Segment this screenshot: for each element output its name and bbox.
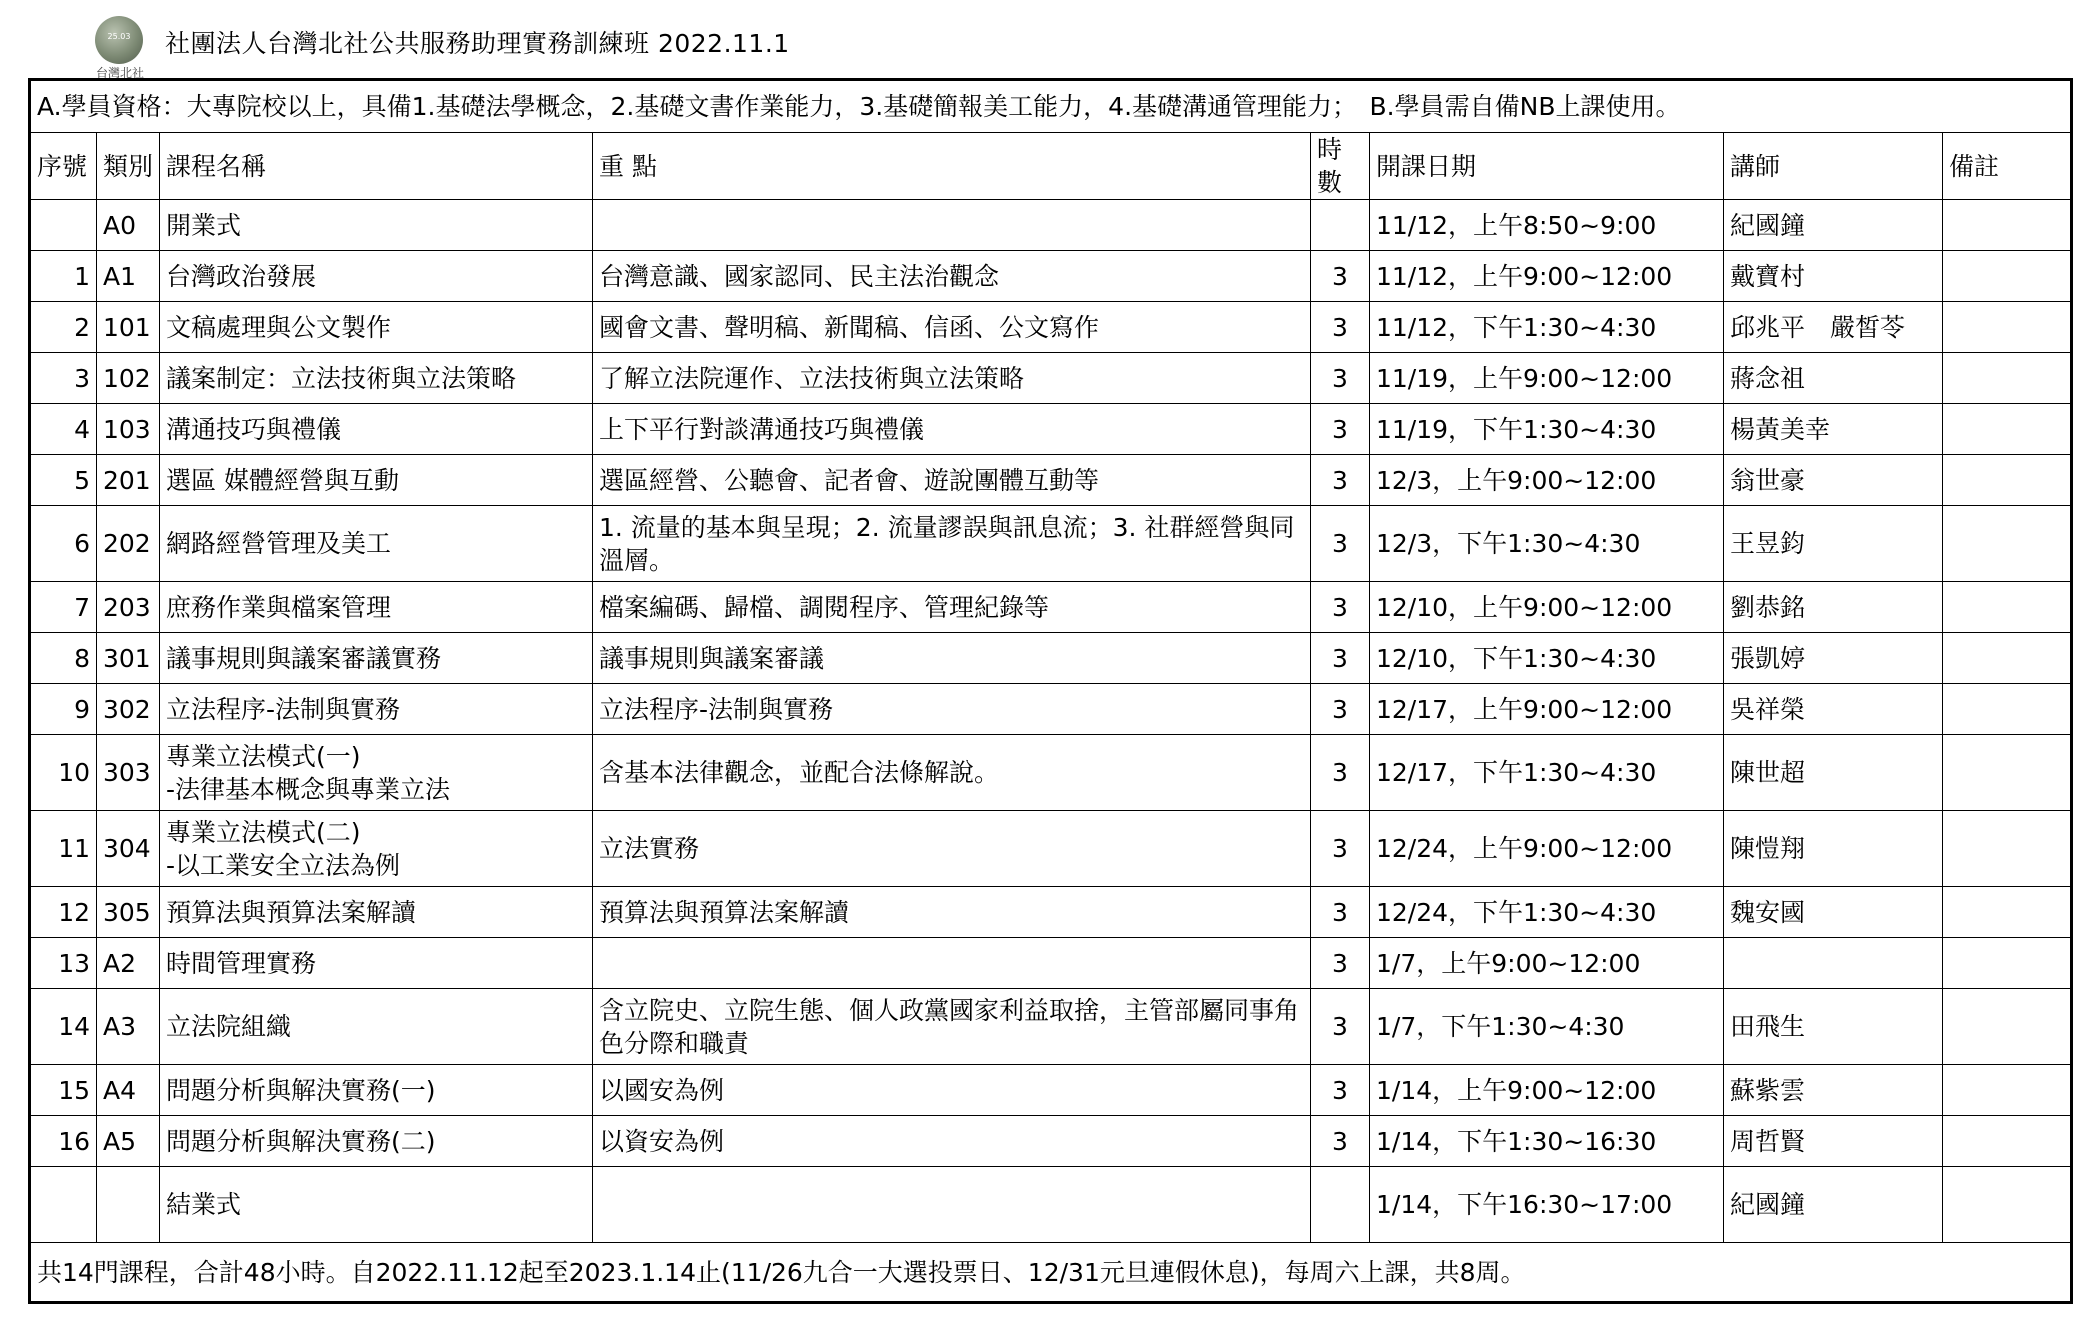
table-row bbox=[30, 251, 2072, 302]
cell-focus bbox=[593, 938, 1311, 989]
cell-focus: 檔案編碼、歸檔、調閱程序、管理紀錄等 bbox=[593, 582, 1311, 633]
cell-course bbox=[160, 811, 593, 887]
cell-date: 12/3，上午9:00~12:00 bbox=[1370, 455, 1724, 506]
cell-focus: 預算法與預算法案解讀 bbox=[593, 887, 1311, 938]
cell-date: 11/19，上午9:00~12:00 bbox=[1370, 353, 1724, 404]
cell-date: 11/12，上午9:00~12:00 bbox=[1370, 251, 1724, 302]
cell-focus: 立法程序-法制與實務 bbox=[593, 684, 1311, 735]
column-header-hours: 時數 bbox=[1311, 133, 1370, 200]
cell-course: 立法院組織 bbox=[160, 989, 593, 1065]
cell-focus: 立法實務 bbox=[593, 811, 1311, 887]
cell-hours: 3 bbox=[1311, 633, 1370, 684]
cell-date: 12/24，下午1:30~4:30 bbox=[1370, 887, 1724, 938]
column-header-note: 備註 bbox=[1943, 133, 2072, 200]
course-subtitle-line: -以工業安全立法為例 bbox=[166, 850, 401, 880]
cell-date: 11/12，上午8:50~9:00 bbox=[1370, 200, 1724, 251]
cell-teacher: 蘇紫雲 bbox=[1724, 1065, 1943, 1116]
table-row bbox=[30, 684, 2072, 735]
cell-teacher: 戴寶村 bbox=[1724, 251, 1943, 302]
cell-type: A0 bbox=[97, 200, 160, 251]
cell-type: A1 bbox=[97, 251, 160, 302]
cell-note bbox=[1943, 938, 2072, 989]
course-subtitle-line: -法律基本概念與專業立法 bbox=[166, 774, 451, 804]
cell-teacher: 蔣念祖 bbox=[1724, 353, 1943, 404]
cell-date: 1/14，下午16:30~17:00 bbox=[1370, 1167, 1724, 1243]
cell-course: 問題分析與解決實務(二) bbox=[160, 1116, 593, 1167]
cell-type: 201 bbox=[97, 455, 160, 506]
organization-logo bbox=[85, 14, 165, 80]
document-title: 社團法人台灣北社公共服務助理實務訓練班 2022.11.1 bbox=[165, 29, 790, 58]
table-row bbox=[30, 1167, 2072, 1243]
cell-note bbox=[1943, 735, 2072, 811]
cell-note bbox=[1943, 811, 2072, 887]
cell-hours: 3 bbox=[1311, 353, 1370, 404]
cell-date: 12/17，下午1:30~4:30 bbox=[1370, 735, 1724, 811]
cell-note bbox=[1943, 887, 2072, 938]
cell-course: 結業式 bbox=[160, 1167, 593, 1243]
cell-seq: 4 bbox=[30, 404, 97, 455]
cell-teacher: 周哲賢 bbox=[1724, 1116, 1943, 1167]
cell-teacher: 紀國鐘 bbox=[1724, 200, 1943, 251]
cell-note bbox=[1943, 1167, 2072, 1243]
cell-course: 立法程序-法制與實務 bbox=[160, 684, 593, 735]
cell-hours: 3 bbox=[1311, 1116, 1370, 1167]
cell-type: A4 bbox=[97, 1065, 160, 1116]
cell-hours: 3 bbox=[1311, 887, 1370, 938]
table-row bbox=[30, 200, 2072, 251]
table-row bbox=[30, 633, 2072, 684]
cell-type: A2 bbox=[97, 938, 160, 989]
cell-teacher: 張凱婷 bbox=[1724, 633, 1943, 684]
cell-teacher: 田飛生 bbox=[1724, 989, 1943, 1065]
cell-teacher: 陳世超 bbox=[1724, 735, 1943, 811]
table-row bbox=[30, 735, 2072, 811]
cell-seq: 5 bbox=[30, 455, 97, 506]
table-row bbox=[30, 938, 2072, 989]
cell-hours: 3 bbox=[1311, 684, 1370, 735]
cell-focus: 含立院史、立院生態、個人政黨國家利益取捨，主管部屬同事角色分際和職責 bbox=[593, 989, 1311, 1065]
eligibility-notice: A.學員資格：大專院校以上，具備1.基礎法學概念，2.基礎文書作業能力，3.基礎簡報美工能力，4.基礎溝通管理能力； B.學員需自備NB上課使用。 bbox=[30, 80, 2072, 133]
table-row bbox=[30, 582, 2072, 633]
cell-type: 103 bbox=[97, 404, 160, 455]
cell-focus: 選區經營、公聽會、記者會、遊說團體互動等 bbox=[593, 455, 1311, 506]
cell-course: 開業式 bbox=[160, 200, 593, 251]
cell-course: 選區 媒體經營與互動 bbox=[160, 455, 593, 506]
cell-type: 301 bbox=[97, 633, 160, 684]
cell-date: 12/17，上午9:00~12:00 bbox=[1370, 684, 1724, 735]
table-row bbox=[30, 302, 2072, 353]
cell-note bbox=[1943, 684, 2072, 735]
cell-type: 304 bbox=[97, 811, 160, 887]
cell-course: 台灣政治發展 bbox=[160, 251, 593, 302]
cell-hours: 3 bbox=[1311, 811, 1370, 887]
cell-seq: 14 bbox=[30, 989, 97, 1065]
cell-seq: 11 bbox=[30, 811, 97, 887]
cell-course: 時間管理實務 bbox=[160, 938, 593, 989]
cell-teacher: 吳祥榮 bbox=[1724, 684, 1943, 735]
cell-date: 1/7，下午1:30~4:30 bbox=[1370, 989, 1724, 1065]
cell-date: 1/14，下午1:30~16:30 bbox=[1370, 1116, 1724, 1167]
cell-type: 305 bbox=[97, 887, 160, 938]
cell-course: 文稿處理與公文製作 bbox=[160, 302, 593, 353]
cell-date: 12/24，上午9:00~12:00 bbox=[1370, 811, 1724, 887]
cell-course: 庶務作業與檔案管理 bbox=[160, 582, 593, 633]
cell-date: 11/19，下午1:30~4:30 bbox=[1370, 404, 1724, 455]
cell-note bbox=[1943, 200, 2072, 251]
page-header bbox=[85, 14, 1985, 80]
cell-focus: 國會文書、聲明稿、新聞稿、信函、公文寫作 bbox=[593, 302, 1311, 353]
cell-course: 議事規則與議案審議實務 bbox=[160, 633, 593, 684]
table-row bbox=[30, 989, 2072, 1065]
cell-focus bbox=[593, 200, 1311, 251]
cell-type: A3 bbox=[97, 989, 160, 1065]
cell-hours: 3 bbox=[1311, 302, 1370, 353]
table-row bbox=[30, 1065, 2072, 1116]
cell-seq: 12 bbox=[30, 887, 97, 938]
cell-note bbox=[1943, 455, 2072, 506]
cell-focus: 以國安為例 bbox=[593, 1065, 1311, 1116]
cell-seq: 7 bbox=[30, 582, 97, 633]
column-header-teacher: 講師 bbox=[1724, 133, 1943, 200]
cell-course: 問題分析與解決實務(一) bbox=[160, 1065, 593, 1116]
cell-course bbox=[160, 735, 593, 811]
cell-note bbox=[1943, 353, 2072, 404]
cell-focus: 上下平行對談溝通技巧與禮儀 bbox=[593, 404, 1311, 455]
table-row bbox=[30, 455, 2072, 506]
cell-note bbox=[1943, 251, 2072, 302]
cell-note bbox=[1943, 1116, 2072, 1167]
cell-note bbox=[1943, 582, 2072, 633]
cell-date: 12/10，上午9:00~12:00 bbox=[1370, 582, 1724, 633]
cell-teacher: 陳愷翔 bbox=[1724, 811, 1943, 887]
cell-course: 網路經營管理及美工 bbox=[160, 506, 593, 582]
cell-note bbox=[1943, 633, 2072, 684]
cell-date: 12/3，下午1:30~4:30 bbox=[1370, 506, 1724, 582]
course-schedule-table bbox=[28, 78, 2073, 1304]
cell-seq: 1 bbox=[30, 251, 97, 302]
cell-hours: 3 bbox=[1311, 506, 1370, 582]
cell-note bbox=[1943, 506, 2072, 582]
cell-hours: 3 bbox=[1311, 989, 1370, 1065]
cell-type: 303 bbox=[97, 735, 160, 811]
column-header-seq: 序號 bbox=[30, 133, 97, 200]
cell-seq: 2 bbox=[30, 302, 97, 353]
cell-course: 溝通技巧與禮儀 bbox=[160, 404, 593, 455]
cell-seq: 16 bbox=[30, 1116, 97, 1167]
table-row bbox=[30, 887, 2072, 938]
table-row bbox=[30, 404, 2072, 455]
cell-hours: 3 bbox=[1311, 582, 1370, 633]
header-row bbox=[30, 133, 2072, 200]
cell-teacher: 邱兆平 嚴皙苓 bbox=[1724, 302, 1943, 353]
column-header-focus: 重 點 bbox=[593, 133, 1311, 200]
cell-hours: 3 bbox=[1311, 251, 1370, 302]
cell-focus: 台灣意識、國家認同、民主法治觀念 bbox=[593, 251, 1311, 302]
table-row bbox=[30, 811, 2072, 887]
table-row bbox=[30, 353, 2072, 404]
table-row bbox=[30, 506, 2072, 582]
cell-teacher: 劉恭銘 bbox=[1724, 582, 1943, 633]
column-header-course: 課程名稱 bbox=[160, 133, 593, 200]
cell-focus: 了解立法院運作、立法技術與立法策略 bbox=[593, 353, 1311, 404]
cell-type bbox=[97, 1167, 160, 1243]
cell-hours: 3 bbox=[1311, 735, 1370, 811]
cell-teacher: 翁世豪 bbox=[1724, 455, 1943, 506]
cell-seq: 3 bbox=[30, 353, 97, 404]
cell-note bbox=[1943, 404, 2072, 455]
course-title-line: 專業立法模式(一) bbox=[166, 741, 361, 771]
column-header-date: 開課日期 bbox=[1370, 133, 1724, 200]
logo-text: 台灣北社 bbox=[95, 66, 144, 80]
table-row bbox=[30, 1116, 2072, 1167]
logo-emblem bbox=[95, 16, 143, 64]
cell-note bbox=[1943, 1065, 2072, 1116]
cell-type: 202 bbox=[97, 506, 160, 582]
cell-hours: 3 bbox=[1311, 1065, 1370, 1116]
cell-seq: 13 bbox=[30, 938, 97, 989]
cell-seq bbox=[30, 1167, 97, 1243]
cell-hours: 3 bbox=[1311, 455, 1370, 506]
cell-course: 預算法與預算法案解讀 bbox=[160, 887, 593, 938]
cell-hours bbox=[1311, 1167, 1370, 1243]
cell-seq: 6 bbox=[30, 506, 97, 582]
course-title-line: 專業立法模式(二) bbox=[166, 817, 361, 847]
cell-seq: 9 bbox=[30, 684, 97, 735]
cell-type: 203 bbox=[97, 582, 160, 633]
cell-seq: 15 bbox=[30, 1065, 97, 1116]
cell-hours bbox=[1311, 200, 1370, 251]
logo-year: 25.03 bbox=[107, 32, 131, 41]
cell-date: 1/7，上午9:00~12:00 bbox=[1370, 938, 1724, 989]
cell-type: 102 bbox=[97, 353, 160, 404]
column-header-type: 類別 bbox=[97, 133, 160, 200]
cell-focus: 1. 流量的基本與呈現；2. 流量謬誤與訊息流；3. 社群經營與同溫層。 bbox=[593, 506, 1311, 582]
cell-hours: 3 bbox=[1311, 404, 1370, 455]
cell-seq: 10 bbox=[30, 735, 97, 811]
cell-teacher: 王昱鈞 bbox=[1724, 506, 1943, 582]
cell-seq: 8 bbox=[30, 633, 97, 684]
cell-type: A5 bbox=[97, 1116, 160, 1167]
cell-teacher: 紀國鐘 bbox=[1724, 1167, 1943, 1243]
cell-date: 12/10，下午1:30~4:30 bbox=[1370, 633, 1724, 684]
cell-seq bbox=[30, 200, 97, 251]
cell-focus: 以資安為例 bbox=[593, 1116, 1311, 1167]
cell-date: 1/14，上午9:00~12:00 bbox=[1370, 1065, 1724, 1116]
cell-teacher bbox=[1724, 938, 1943, 989]
cell-type: 302 bbox=[97, 684, 160, 735]
cell-course: 議案制定：立法技術與立法策略 bbox=[160, 353, 593, 404]
cell-type: 101 bbox=[97, 302, 160, 353]
cell-focus: 含基本法律觀念，並配合法條解說。 bbox=[593, 735, 1311, 811]
cell-note bbox=[1943, 302, 2072, 353]
cell-focus bbox=[593, 1167, 1311, 1243]
schedule-summary: 共14門課程，合計48小時。自2022.11.12起至2023.1.14止(11/26九合一大選投票日、12/31元旦連假休息)，每周六上課，共8周。 bbox=[30, 1243, 2072, 1303]
cell-teacher: 魏安國 bbox=[1724, 887, 1943, 938]
cell-date: 11/12，下午1:30~4:30 bbox=[1370, 302, 1724, 353]
cell-hours: 3 bbox=[1311, 938, 1370, 989]
cell-note bbox=[1943, 989, 2072, 1065]
cell-teacher: 楊黃美幸 bbox=[1724, 404, 1943, 455]
cell-focus: 議事規則與議案審議 bbox=[593, 633, 1311, 684]
